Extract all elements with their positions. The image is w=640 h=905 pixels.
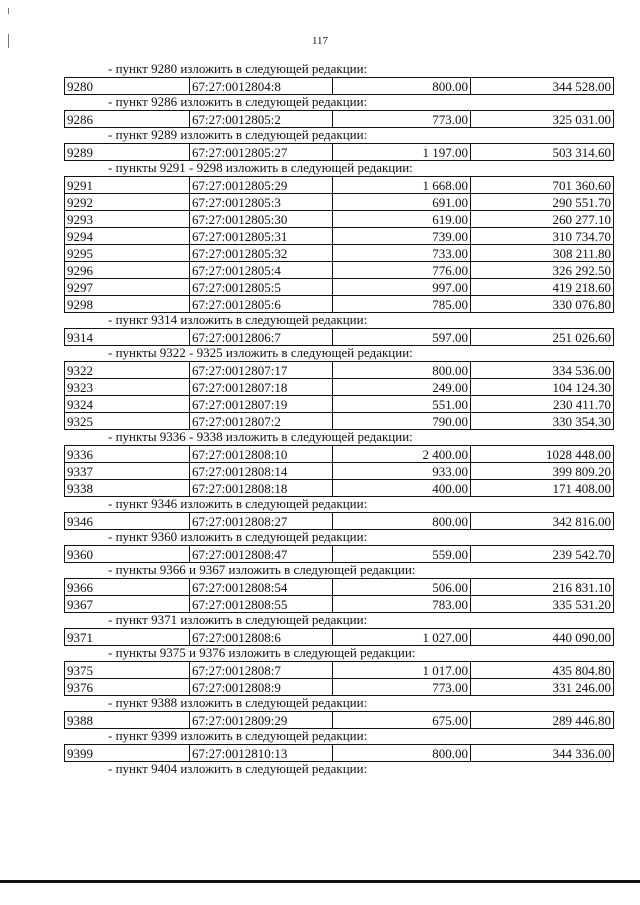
item-number-cell: 9346 bbox=[65, 513, 190, 530]
area-cell: 551.00 bbox=[333, 396, 471, 413]
item-number-cell: 9375 bbox=[65, 662, 190, 679]
item-number-cell: 9323 bbox=[65, 379, 190, 396]
parcel-table bbox=[64, 328, 614, 346]
area-cell: 1 668.00 bbox=[333, 177, 471, 194]
area-cell: 776.00 bbox=[333, 262, 471, 279]
table-row bbox=[65, 629, 614, 646]
section-intro: - пункт 9371 изложить в следующей редакции: bbox=[108, 612, 368, 627]
cadastral-number-cell: 67:27:0012808:54 bbox=[190, 579, 333, 596]
parcel-table bbox=[64, 661, 614, 696]
cadastral-number-cell: 67:27:0012805:32 bbox=[190, 245, 333, 262]
parcel-table bbox=[64, 545, 614, 563]
item-number-cell: 9298 bbox=[65, 296, 190, 313]
cadastral-number-cell: 67:27:0012808:9 bbox=[190, 679, 333, 696]
parcel-table bbox=[64, 361, 614, 430]
table-row bbox=[65, 579, 614, 596]
item-number-cell: 9294 bbox=[65, 228, 190, 245]
area-cell: 400.00 bbox=[333, 480, 471, 497]
parcel-table bbox=[64, 744, 614, 762]
cadastral-value-cell: 330 076.80 bbox=[471, 296, 614, 313]
item-number-cell: 9325 bbox=[65, 413, 190, 430]
cadastral-number-cell: 67:27:0012805:29 bbox=[190, 177, 333, 194]
area-cell: 800.00 bbox=[333, 362, 471, 379]
section-intro: - пункты 9375 и 9376 изложить в следующей редакции: bbox=[108, 645, 416, 660]
parcel-table bbox=[64, 578, 614, 613]
cadastral-number-cell: 67:27:0012808:27 bbox=[190, 513, 333, 530]
table-row bbox=[65, 446, 614, 463]
area-cell: 933.00 bbox=[333, 463, 471, 480]
item-number-cell: 9291 bbox=[65, 177, 190, 194]
cadastral-number-cell: 67:27:0012808:47 bbox=[190, 546, 333, 563]
area-cell: 783.00 bbox=[333, 596, 471, 613]
cadastral-number-cell: 67:27:0012805:6 bbox=[190, 296, 333, 313]
table-row bbox=[65, 279, 614, 296]
parcel-table bbox=[64, 628, 614, 646]
cadastral-number-cell: 67:27:0012804:8 bbox=[190, 78, 333, 95]
parcel-table bbox=[64, 77, 614, 95]
section-intro: - пункт 9314 изложить в следующей редакции: bbox=[108, 312, 368, 327]
area-cell: 1 197.00 bbox=[333, 144, 471, 161]
table-row bbox=[65, 546, 614, 563]
cadastral-value-cell: 1028 448.00 bbox=[471, 446, 614, 463]
item-number-cell: 9366 bbox=[65, 579, 190, 596]
cadastral-number-cell: 67:27:0012805:27 bbox=[190, 144, 333, 161]
section-intro: - пункт 9360 изложить в следующей редакции: bbox=[108, 529, 368, 544]
item-number-cell: 9322 bbox=[65, 362, 190, 379]
area-cell: 800.00 bbox=[333, 513, 471, 530]
section-intro: - пункт 9388 изложить в следующей редакции: bbox=[108, 695, 368, 710]
cadastral-number-cell: 67:27:0012807:19 bbox=[190, 396, 333, 413]
cadastral-value-cell: 104 124.30 bbox=[471, 379, 614, 396]
section-intro: - пункт 9289 изложить в следующей редакции: bbox=[108, 127, 368, 142]
cadastral-number-cell: 67:27:0012805:4 bbox=[190, 262, 333, 279]
area-cell: 773.00 bbox=[333, 679, 471, 696]
table-row bbox=[65, 396, 614, 413]
cadastral-number-cell: 67:27:0012805:30 bbox=[190, 211, 333, 228]
parcel-table bbox=[64, 176, 614, 313]
cadastral-value-cell: 435 804.80 bbox=[471, 662, 614, 679]
item-number-cell: 9360 bbox=[65, 546, 190, 563]
table-row bbox=[65, 480, 614, 497]
item-number-cell: 9286 bbox=[65, 111, 190, 128]
cadastral-value-cell: 419 218.60 bbox=[471, 279, 614, 296]
cadastral-value-cell: 326 292.50 bbox=[471, 262, 614, 279]
cadastral-value-cell: 701 360.60 bbox=[471, 177, 614, 194]
table-row bbox=[65, 712, 614, 729]
item-number-cell: 9376 bbox=[65, 679, 190, 696]
cadastral-number-cell: 67:27:0012808:18 bbox=[190, 480, 333, 497]
item-number-cell: 9399 bbox=[65, 745, 190, 762]
area-cell: 733.00 bbox=[333, 245, 471, 262]
table-row bbox=[65, 362, 614, 379]
table-row bbox=[65, 379, 614, 396]
page-number: 117 bbox=[311, 35, 329, 47]
area-cell: 997.00 bbox=[333, 279, 471, 296]
area-cell: 2 400.00 bbox=[333, 446, 471, 463]
parcel-table bbox=[64, 711, 614, 729]
cadastral-value-cell: 260 277.10 bbox=[471, 211, 614, 228]
area-cell: 800.00 bbox=[333, 745, 471, 762]
table-row bbox=[65, 513, 614, 530]
area-cell: 249.00 bbox=[333, 379, 471, 396]
table-row bbox=[65, 413, 614, 430]
item-number-cell: 9367 bbox=[65, 596, 190, 613]
section-intro: - пункт 9286 изложить в следующей редакции: bbox=[108, 94, 368, 109]
cadastral-value-cell: 334 536.00 bbox=[471, 362, 614, 379]
cadastral-value-cell: 310 734.70 bbox=[471, 228, 614, 245]
item-number-cell: 9324 bbox=[65, 396, 190, 413]
table-row bbox=[65, 662, 614, 679]
item-number-cell: 9289 bbox=[65, 144, 190, 161]
cadastral-number-cell: 67:27:0012805:31 bbox=[190, 228, 333, 245]
section-intro: - пункт 9399 изложить в следующей редакции: bbox=[108, 728, 368, 743]
table-row bbox=[65, 745, 614, 762]
amendments-list bbox=[64, 62, 614, 777]
area-cell: 739.00 bbox=[333, 228, 471, 245]
section-intro: - пункты 9322 - 9325 изложить в следующей редакции: bbox=[108, 345, 413, 360]
table-row bbox=[65, 596, 614, 613]
cadastral-number-cell: 67:27:0012808:14 bbox=[190, 463, 333, 480]
table-row bbox=[65, 144, 614, 161]
cadastral-value-cell: 251 026.60 bbox=[471, 329, 614, 346]
table-row bbox=[65, 111, 614, 128]
cadastral-number-cell: 67:27:0012805:5 bbox=[190, 279, 333, 296]
area-cell: 800.00 bbox=[333, 78, 471, 95]
area-cell: 1 017.00 bbox=[333, 662, 471, 679]
section-intro: - пункт 9280 изложить в следующей редакции: bbox=[108, 61, 368, 76]
cadastral-number-cell: 67:27:0012808:55 bbox=[190, 596, 333, 613]
cadastral-number-cell: 67:27:0012810:13 bbox=[190, 745, 333, 762]
section-intro: - пункты 9336 - 9338 изложить в следующей редакции: bbox=[108, 429, 413, 444]
cadastral-value-cell: 335 531.20 bbox=[471, 596, 614, 613]
cadastral-value-cell: 503 314.60 bbox=[471, 144, 614, 161]
area-cell: 619.00 bbox=[333, 211, 471, 228]
cadastral-value-cell: 308 211.80 bbox=[471, 245, 614, 262]
cadastral-number-cell: 67:27:0012807:18 bbox=[190, 379, 333, 396]
item-number-cell: 9371 bbox=[65, 629, 190, 646]
section-intro: - пункт 9346 изложить в следующей редакции: bbox=[108, 496, 368, 511]
cadastral-value-cell: 331 246.00 bbox=[471, 679, 614, 696]
area-cell: 773.00 bbox=[333, 111, 471, 128]
item-number-cell: 9280 bbox=[65, 78, 190, 95]
table-row bbox=[65, 245, 614, 262]
table-row bbox=[65, 211, 614, 228]
area-cell: 506.00 bbox=[333, 579, 471, 596]
area-cell: 790.00 bbox=[333, 413, 471, 430]
cadastral-value-cell: 399 809.20 bbox=[471, 463, 614, 480]
cadastral-value-cell: 344 528.00 bbox=[471, 78, 614, 95]
area-cell: 785.00 bbox=[333, 296, 471, 313]
cadastral-value-cell: 216 831.10 bbox=[471, 579, 614, 596]
item-number-cell: 9297 bbox=[65, 279, 190, 296]
table-row bbox=[65, 228, 614, 245]
item-number-cell: 9295 bbox=[65, 245, 190, 262]
item-number-cell: 9338 bbox=[65, 480, 190, 497]
item-number-cell: 9314 bbox=[65, 329, 190, 346]
area-cell: 1 027.00 bbox=[333, 629, 471, 646]
cadastral-number-cell: 67:27:0012807:17 bbox=[190, 362, 333, 379]
cadastral-number-cell: 67:27:0012806:7 bbox=[190, 329, 333, 346]
table-row bbox=[65, 78, 614, 95]
cadastral-value-cell: 330 354.30 bbox=[471, 413, 614, 430]
item-number-cell: 9296 bbox=[65, 262, 190, 279]
cadastral-value-cell: 440 090.00 bbox=[471, 629, 614, 646]
parcel-table bbox=[64, 110, 614, 128]
table-row bbox=[65, 194, 614, 211]
item-number-cell: 9337 bbox=[65, 463, 190, 480]
cadastral-value-cell: 344 336.00 bbox=[471, 745, 614, 762]
table-row bbox=[65, 177, 614, 194]
area-cell: 597.00 bbox=[333, 329, 471, 346]
table-row bbox=[65, 296, 614, 313]
cadastral-number-cell: 67:27:0012808:10 bbox=[190, 446, 333, 463]
cadastral-value-cell: 342 816.00 bbox=[471, 513, 614, 530]
cadastral-value-cell: 289 446.80 bbox=[471, 712, 614, 729]
cadastral-number-cell: 67:27:0012809:29 bbox=[190, 712, 333, 729]
table-row bbox=[65, 463, 614, 480]
cadastral-value-cell: 239 542.70 bbox=[471, 546, 614, 563]
item-number-cell: 9336 bbox=[65, 446, 190, 463]
item-number-cell: 9388 bbox=[65, 712, 190, 729]
parcel-table bbox=[64, 143, 614, 161]
table-row bbox=[65, 679, 614, 696]
cadastral-number-cell: 67:27:0012808:6 bbox=[190, 629, 333, 646]
cadastral-number-cell: 67:27:0012805:3 bbox=[190, 194, 333, 211]
parcel-table bbox=[64, 512, 614, 530]
cadastral-value-cell: 230 411.70 bbox=[471, 396, 614, 413]
cadastral-number-cell: 67:27:0012808:7 bbox=[190, 662, 333, 679]
area-cell: 691.00 bbox=[333, 194, 471, 211]
item-number-cell: 9292 bbox=[65, 194, 190, 211]
section-intro: - пункты 9366 и 9367 изложить в следующей редакции: bbox=[108, 562, 416, 577]
area-cell: 559.00 bbox=[333, 546, 471, 563]
scan-margin-mark bbox=[8, 8, 9, 14]
section-intro: - пункт 9404 изложить в следующей редакции: bbox=[108, 761, 368, 776]
parcel-table bbox=[64, 445, 614, 497]
cadastral-value-cell: 325 031.00 bbox=[471, 111, 614, 128]
cadastral-value-cell: 290 551.70 bbox=[471, 194, 614, 211]
section-intro: - пункты 9291 - 9298 изложить в следующей редакции: bbox=[108, 160, 413, 175]
table-row bbox=[65, 329, 614, 346]
area-cell: 675.00 bbox=[333, 712, 471, 729]
cadastral-number-cell: 67:27:0012807:2 bbox=[190, 413, 333, 430]
table-row bbox=[65, 262, 614, 279]
item-number-cell: 9293 bbox=[65, 211, 190, 228]
cadastral-value-cell: 171 408.00 bbox=[471, 480, 614, 497]
cadastral-number-cell: 67:27:0012805:2 bbox=[190, 111, 333, 128]
footer-rule bbox=[0, 880, 640, 883]
